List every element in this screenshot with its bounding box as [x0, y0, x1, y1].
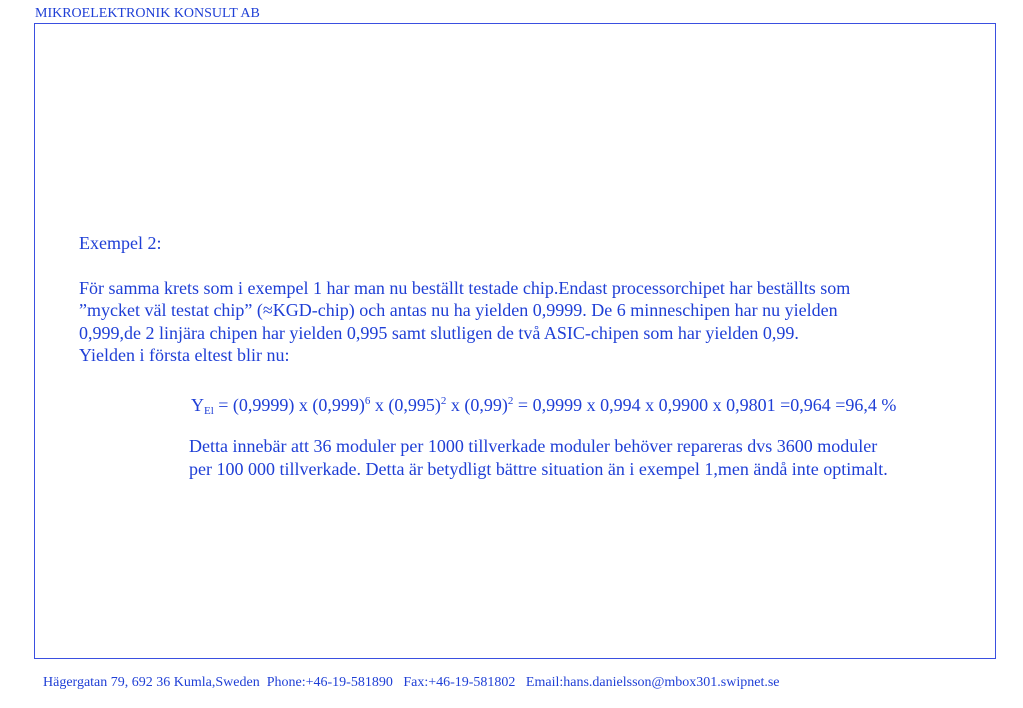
description-paragraph [79, 277, 979, 367]
paragraph-line: ”mycket väl testat chip” (≈KGD-chip) och antas nu ha yielden 0,9999. De 6 minneschipen har nu yielden [79, 300, 838, 320]
paragraph-line: Yielden i första eltest blir nu: [79, 345, 290, 365]
formula-result: = 0,9999 x 0,994 x 0,9900 x 0,9801 =0,964 =96,4 % [513, 395, 897, 415]
paragraph-line: 0,999,de 2 linjära chipen har yielden 0,995 samt slutligen de två ASIC-chipen som har yielden 0,99. [79, 322, 799, 343]
paragraph-line: För samma krets som i exempel 1 har man nu beställt testade chip.Endast processorchipet har beställts som [79, 277, 851, 298]
footer-phone: Phone:+46-19-581890 [266, 675, 393, 690]
formula-symbol: Y [191, 395, 204, 415]
conclusion-line: per 100 000 tillverkade. Detta är betydligt bättre situation än i exempel 1,men ändå inte optimalt. [189, 458, 888, 479]
conclusion-paragraph [189, 435, 888, 480]
footer-address: Hägergatan 79, 692 36 Kumla,Sweden [43, 675, 260, 690]
company-header: MIKROELEKTRONIK KONSULT AB [35, 6, 260, 21]
slide-content [79, 232, 979, 367]
formula-exponent: 6 [364, 395, 371, 407]
formula-exponent: 2 [507, 395, 514, 407]
formula-part: x (0,995) [370, 395, 441, 415]
yield-formula [191, 389, 896, 423]
footer-email: Email:hans.danielsson@mbox301.swipnet.se [525, 675, 780, 690]
footer-fax: Fax:+46-19-581802 [403, 675, 516, 690]
example-heading: Exempel 2: [79, 233, 162, 253]
contact-footer [43, 675, 780, 691]
formula-exponent: 2 [440, 395, 447, 407]
conclusion-line: Detta innebär att 36 moduler per 1000 tillverkade moduler behöver repareras dvs 3600 moduler [189, 436, 878, 456]
formula-part: = (0,9999) x (0,999) [213, 395, 365, 415]
formula-subscript: El [204, 405, 214, 417]
formula-part: x (0,99) [446, 395, 508, 415]
